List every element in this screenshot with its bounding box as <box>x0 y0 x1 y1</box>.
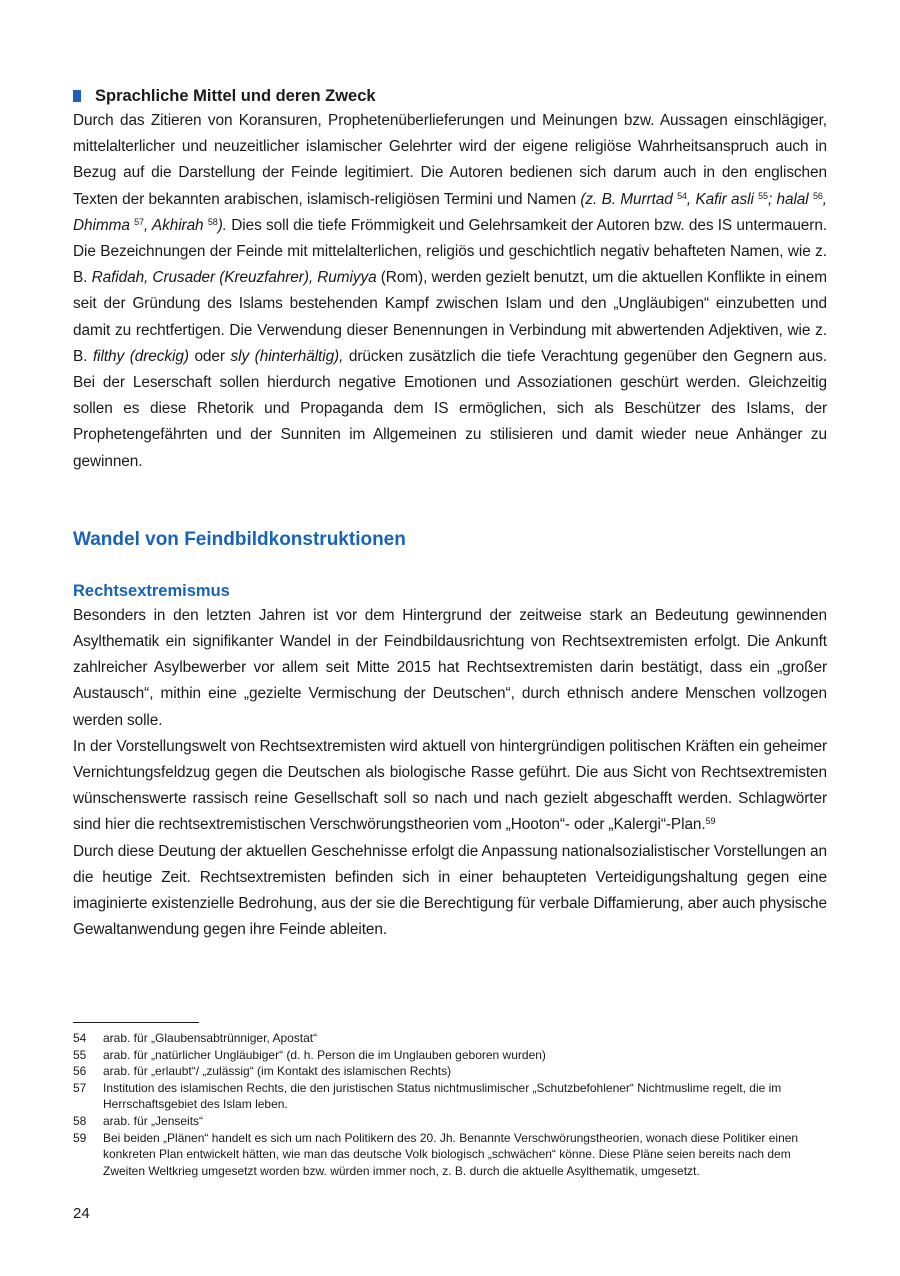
footnote-number: 57 <box>73 1080 87 1095</box>
footnote-ref[interactable]: 57 <box>134 216 144 227</box>
footnote-text: arab. für „Jenseits“ <box>103 1113 204 1128</box>
footnote-number: 55 <box>73 1047 87 1062</box>
italic-run: (z. B. Murrtad <box>580 190 678 208</box>
italic-run: filthy (dreckig) <box>92 347 189 365</box>
italic-run: , Dhimma <box>73 190 827 234</box>
body-paragraph: Besonders in den letzten Jahren ist vor dem Hintergrund der zeitweise stark an Bedeutung gewinnenden Asylthematik ein signifikanter Wandel in der Feindbildausrichtung von Rechtsextremisten erfolgt. Die Ankunft zahlreicher Asylbewerber vor allem seit Mitte 2015 hat Rechtsextremisten darin bestätigt, dass ein „großer Austausch“, mithin eine „gezielte Vermischung der Deutschen“, durch ethnisch andere Menschen vollzogen werden solle. <box>73 606 827 729</box>
footnote-ref[interactable]: 59 <box>705 816 716 827</box>
footnote-divider <box>73 1022 199 1023</box>
italic-run: ; halal <box>767 190 813 208</box>
text-run: (Rom), werden gezielt benutzt, um die aktuellen Konflikte in einem seit der Gründung des Islams bestehenden Kampf zwischen Islam und den „Ungläubigen“ einzubetten und damit zu rechtfertigen. Die Verwendung dieser Benennungen in Verbindung mit abwertenden Adjektiven, wie z. B. <box>73 269 827 365</box>
footnote-ref[interactable]: 56 <box>812 190 823 201</box>
body-paragraph: Durch diese Deutung der aktuellen Geschehnisse erfolgt die Anpassung nationalsozialistischer Vorstellungen an die heutige Zeit. Rechtsextremisten befinden sich in einer behaupteten Verteidigungshaltung gegen eine imaginierte existenzielle Bedrohung, aus der sie die Berechtigung für verbale Diffamierung, aber auch physische Gewaltanwendung gegen ihre Feinde ableiten. <box>73 842 827 939</box>
italic-run: Rafidah, Crusader (Kreuzfahrer), Rumiyya <box>91 269 377 287</box>
footnote-number: 58 <box>73 1113 87 1128</box>
footnote-item <box>73 1130 833 1180</box>
page-number: 24 <box>73 1205 90 1222</box>
section-heading-text: Sprachliche Mittel und deren Zweck <box>95 87 376 105</box>
footnote-text: arab. für „Glaubensabtrünniger, Apostat“ <box>103 1031 318 1045</box>
footnote-item <box>73 1080 833 1113</box>
footnote-number: 56 <box>73 1064 87 1079</box>
text-run: In der Vorstellungswelt von Rechtsextremisten wird aktuell von hintergründigen politischen Kräften ein geheimer Vernichtungsfeldzug gegen die Deutschen als biologische Rasse geführt. Die aus Sicht von Rechtsextremisten wünschenswerte rassisch reine Gesellschaft soll so nach und nach gezielt abgeschafft werden. Schlagwörter sind hier die rechtsextremistischen Verschwörungstheorien vom „Hooton“- oder „Kalergi“-Plan. <box>73 737 827 834</box>
section-heading <box>73 84 827 108</box>
footnote-ref[interactable]: 58 <box>207 216 218 227</box>
footnote-text: arab. für „erlaubt“/ „zulässig“ (im Kontakt des islamischen Rechts) <box>103 1064 452 1079</box>
body-paragraph <box>73 734 827 839</box>
text-run: oder <box>188 347 231 365</box>
footnote-text: arab. für „natürlicher Ungläubiger“ (d. h. Person die im Unglauben geboren wurden) <box>103 1047 546 1062</box>
text-run: Durch das Zitieren von Koransuren, Prophetenüberlieferungen und Meinungen bzw. Aussagen einschlägiger, mittelalterlicher und neuzeitlicher islamischer Gelehrter wird der eigene religiöse Wahrheitsanspruch auch in Bezug auf die Darstellung der Feinde legitimiert. Die Autoren bedienen sich darum auch in den englischen Texten der bekannten arabischen, islamisch-religiösen Termini und Namen <box>73 112 827 208</box>
footnote-ref[interactable]: 55 <box>758 190 768 201</box>
subsection-heading: Rechtsextremismus <box>73 581 230 600</box>
page-content <box>73 84 827 943</box>
square-bullet-icon <box>73 90 81 102</box>
footnote-number: 59 <box>73 1130 87 1145</box>
footnotes <box>73 1030 833 1179</box>
footnote-ref[interactable]: 54 <box>677 190 687 201</box>
footnote-text: Bei beiden „Plänen“ handelt es sich um nach Politikern des 20. Jh. Benannte Verschwörungstheorien, wonach diese Politiker einen konkreten Plan entwickelt hätten, wie man das deutsche Volk biologisch „schwächen“ könne. Diese Pläne seien bereits nach dem Zweiten Weltkrieg umgesetzt worden bzw. würden immer noch, z. B. durch die aktuelle Asylthematik, umgesetzt. <box>103 1130 799 1178</box>
italic-run: , Akhirah <box>143 216 208 234</box>
footnote-item <box>73 1030 833 1047</box>
italic-run: sly (hinterhältig), <box>230 347 344 365</box>
italic-run: ). <box>217 216 227 234</box>
footnote-item <box>73 1063 833 1080</box>
body-paragraph <box>73 108 827 475</box>
text-run: drücken zusätzlich die tiefe Verachtung gegenüber den Gegnern aus. Bei der Leserschaft sollen hierdurch negative Emotionen und Assoziationen geschürt werden. Gleichzeitig sollen es diese Rhetorik und Propaganda dem IS ermöglichen, sich als Beschützer des Islams, der Prophetengefährten und der Sunniten im Allgemeinen zu stilisieren und damit wieder neue Anhänger zu gewinnen. <box>73 347 828 470</box>
footnote-text: Institution des islamischen Rechts, die den juristischen Status nichtmuslimischer „Schutzbefohlener“ Nichtmuslime regelt, die im Herrschaftsgebiet des Islam leben. <box>103 1080 782 1112</box>
italic-run: , Kafir asli <box>686 190 759 208</box>
chapter-heading: Wandel von Feindbildkonstruktionen <box>73 528 406 550</box>
footnote-number: 54 <box>73 1031 87 1045</box>
text-run: Dies soll die tiefe Frömmigkeit und Gelehrsamkeit der Autoren bzw. des IS untermauern. Die Bezeichnungen der Feinde mit mittelalterlichen, religiös und geschichtlich negativ behafteten Namen, wie z. B. <box>73 216 827 287</box>
footnote-item <box>73 1113 833 1130</box>
footnote-item <box>73 1047 833 1064</box>
